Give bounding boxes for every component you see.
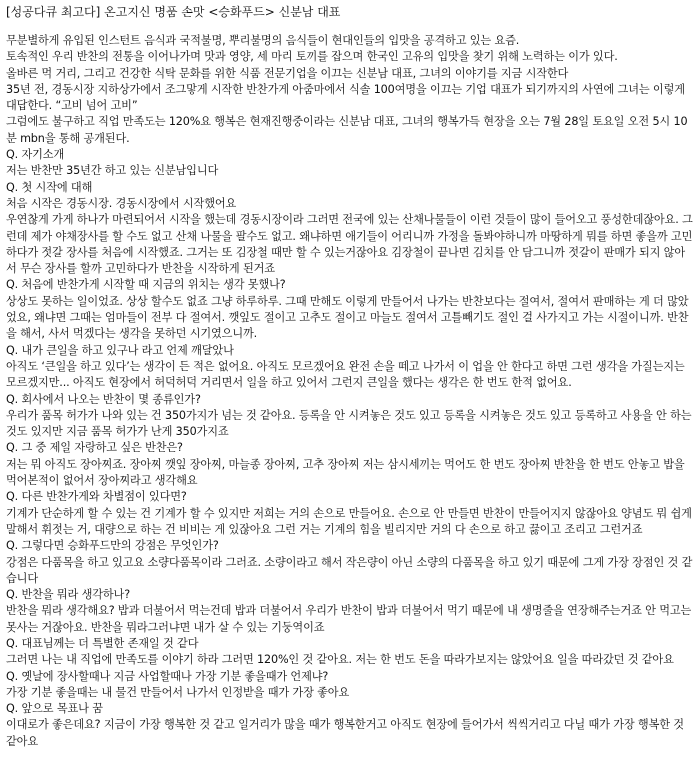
intro-paragraph: 35년 전, 경동시장 지하상가에서 조그맣게 시작한 반찬가게 아줌마에서 식솔 100여명을 이끄는 기업 대표가 되기까지의 사연에 그녀는 이렇게 대답한다. “고비 넘어 고비” (6, 82, 685, 113)
interview-question: Q. 다른 반찬가게와 차별점이 있다면? (6, 490, 187, 504)
interview-question: Q. 자기소개 (6, 148, 65, 162)
article-body (6, 33, 694, 750)
interview-answer: 상상도 못하는 일이었죠. 상상 할수도 없죠 그냥 하루하루. 그때 만해도 이렇게 만들어서 나가는 반찬보다는 절여서, 절여서 판매하는 게 더 많았었요, 왜냐면 그때는 엄마들이 전부 다 절여서. 깻잎도 절이고 고추도 절이고 마늘도 절여서 고틀빼기도 절인 걸 사가지고 가는 시절이니까. 반찬을 해서, 사서 먹겠다는 생각을 못하던 시기였으니까. (6, 294, 689, 341)
interview-answer: 우연찮게 가게 하나가 마련되어서 시작을 했는데 경동시장이라 그러면 전국에 있는 산채나물들이 이런 것들이 많이 들어오고 풍성한데잖아요. 그런데 제가 야채장사를 할 수도 없고 산채 나물을 팔수도 없고. 왜냐하면 애기들이 어리니까 가정을 돌봐야하니까 마땅하게 뭐를 하면 좋을까 고민 하다가 젓갈 장사를 처음에 시작했죠. 그거는 또 김장철 때만 할 수 있는거잖아요 김장철이 끝나면 김치를 안 담그니까 젓갈이 판매가 되지 않아서 무슨 장사를 할까 고민하다가 반찬을 시작하게 된거죠 (6, 213, 693, 276)
interview-answer: 강점은 다품목을 하고 있고요 소량다품목이라 그러죠. 소량이라고 해서 작은량이 아닌 소량의 다품목을 하고 있기 때문에 그게 가장 장점인 것 같습니다 (6, 555, 693, 585)
interview-question: Q. 처음에 반찬가게 시작할 때 지금의 위치는 생각 못했나? (6, 278, 286, 292)
interview-answer: 처음 시작은 경동시장. 경동시장에서 시작했어요 (6, 196, 237, 210)
interview-answer: 그러면 나는 내 직업에 만족도를 이야기 하라 그러면 120%인 것 같아요. 저는 한 번도 돈을 따라가보지는 않았어요 일을 따라갔던 것 같아요 (6, 653, 674, 667)
interview-answer: 이대로가 좋은데요? 지금이 가장 행복한 것 같고 일거리가 많을 때가 행복한거고 아직도 현장에 들어가서 씩씩거리고 다닐 때가 가장 행복한 것 같아요 (6, 718, 684, 748)
interview-question: Q. 그렇다면 승화푸드만의 강점은 무엇인가? (6, 539, 219, 553)
interview-answer: 우리가 품목 허가가 나와 있는 건 350가지가 넘는 것 같아요. 등록을 안 시켜놓은 것도 있고 등록을 시켜놓은 것도 있고 등록하고 사용을 안 하는 것도 있지만 지금 품목 허가가 난게 350가지죠 (6, 408, 692, 439)
intro-paragraph: 그럼에도 불구하고 직업 만족도는 120%요 행복은 현재진행중이라는 신분남 대표, 그녀의 행복가득 현장을 오는 7월 28일 토요일 오전 5시 10분 mbn을 통해 공개된다. (6, 115, 688, 145)
interview-question: Q. 옛날에 장사할때나 지금 사업할때나 가장 기분 좋을때가 언제냐? (6, 669, 329, 683)
interview-section (6, 147, 694, 750)
interview-question: Q. 앞으로 목표나 꿈 (6, 702, 103, 716)
interview-question: Q. 첫 시작에 대해 (6, 180, 93, 194)
interview-answer: 반찬을 뭐라 생각해요? 밥과 더불어서 먹는건데 밥과 더불어서 우리가 반찬이 밥과 더불어서 먹기 때문에 내 생명줄을 연장해주는거죠 안 먹고는 못사는 거잖아요. 반찬을 뭐라그러냐면 내가 살 수 있는 기둥역이죠 (6, 604, 692, 634)
interview-question: Q. 반찬을 뭐라 생각하나? (6, 588, 130, 602)
interview-answer: 저는 뭐 아직도 장아찌죠. 장아찌 깻잎 장아찌, 마늘종 장아찌, 고추 장아찌 저는 삼시세끼는 먹어도 한 번도 장아찌 반찬을 한 번도 안놓고 밥을 먹어본적이 없어서 장아찌라고 생각해요 (6, 457, 685, 488)
article-title: [성공다큐 최고다] 온고지신 명품 손맛 <승화푸드> 신분남 대표 (6, 5, 341, 19)
interview-answer: 가장 기분 좋을때는 내 물건 만들어서 나가서 인정받을 때가 가장 좋아요 (6, 685, 350, 699)
interview-question: Q. 회사에서 나오는 반찬이 몇 종류인가? (6, 392, 201, 406)
interview-answer: 기계가 단순하게 할 수 있는 건 기계가 할 수 있지만 저희는 거의 손으로 만들어요. 손으로 안 만들면 반찬이 만들어지지 않잖아요 양념도 뭐 쉽게 말해서 휘젓는 거, 대량으로 하는 건 비비는 게 있잖아요 그런 거는 기계의 힘을 빌리지만 거의 다 손으로 하고 끓이고 조리고 그런거죠 (6, 506, 692, 536)
interview-question: Q. 내가 큰일을 하고 있구나 라고 언제 깨달았나 (6, 343, 234, 357)
intro-paragraph: 토속적인 우리 반찬의 전통을 이어나가며 맛과 영양, 세 마리 토끼를 잡으며 한국인 고유의 입맛을 찾기 위해 노력하는 이가 있다. (6, 50, 618, 64)
interview-answer: 저는 반찬만 35년간 하고 있는 신분남입니다 (6, 164, 219, 178)
interview-answer: 아직도 ‘큰일을 하고 있다’는 생각이 든 적은 없어요. 아직도 모르겠어요 완전 손을 떼고 나가서 이 업을 안 한다고 하면 그런 생각을 가질는지는 모르겠지만... 아직도 현장에서 허덕허덕 거리면서 일을 하고 있어서 그런지 큰일을 했다는 생각은 한 번도 한적 없어요. (6, 359, 685, 390)
interview-question: Q. 대표님께는 더 특별한 존재일 것 같다 (6, 636, 199, 650)
interview-question: Q. 그 중 제일 자랑하고 싶은 반찬은? (6, 441, 183, 455)
intro-paragraph: 올바른 먹 거리, 그리고 건강한 식탁 문화를 위한 식품 전문기업을 이끄는 신분남 대표, 그녀의 이야기를 지금 시작한다 (6, 66, 569, 80)
intro-paragraph: 무분별하게 유입된 인스턴트 음식과 국적불명, 뿌리불명의 음식들이 현대인들의 입맛을 공격하고 있는 요즘. (6, 34, 520, 47)
